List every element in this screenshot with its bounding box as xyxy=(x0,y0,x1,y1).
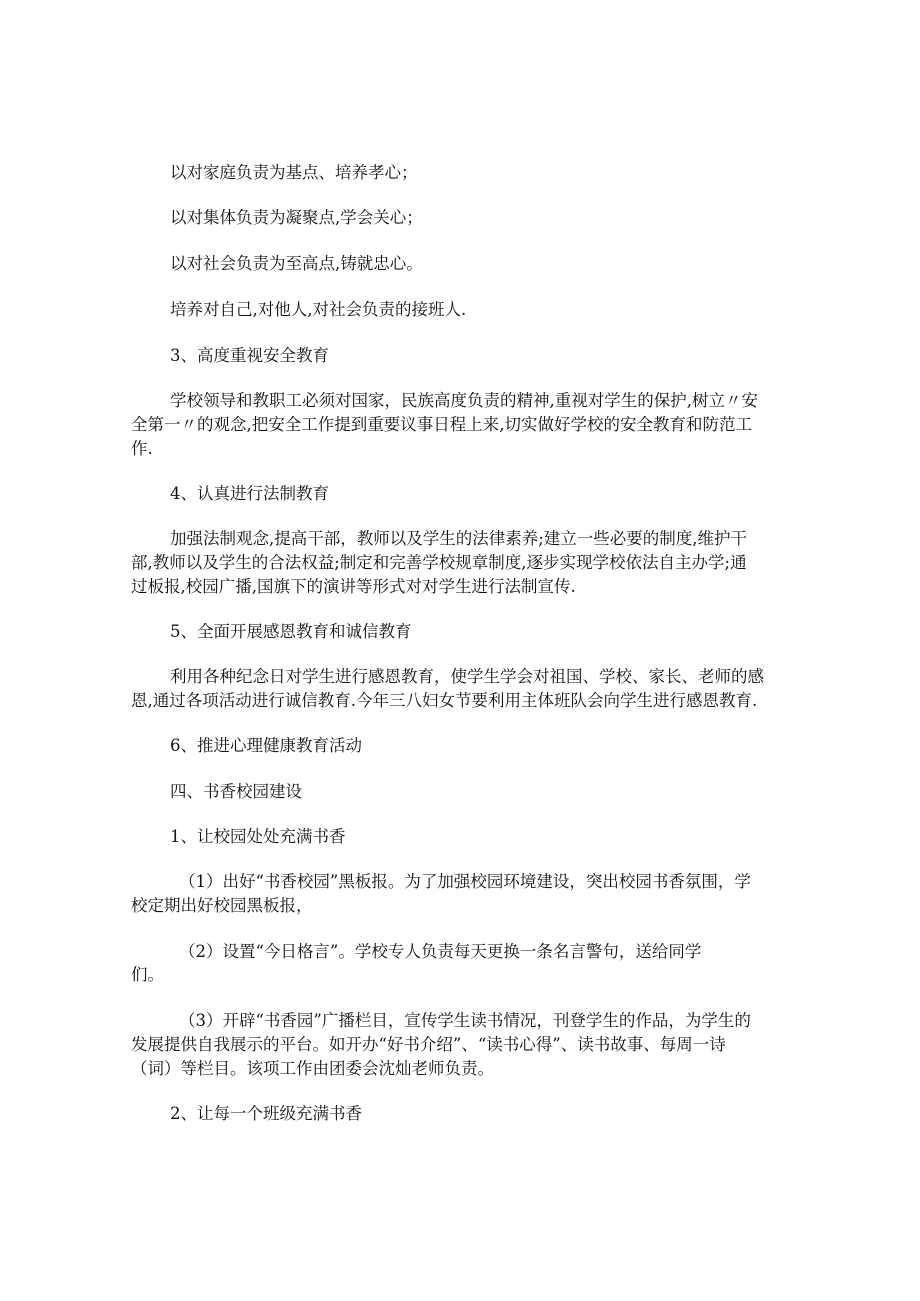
paragraph-line: 加强法制观念,提高干部，教师以及学生的法律素养;建立一些必要的制度,维护干 xyxy=(170,529,748,548)
paragraph-line: 利用各种纪念日对学生进行感恩教育，使学生学会对祖国、学校、家长、老师的感 xyxy=(170,667,764,686)
section-heading: 5、全面开展感恩教育和诚信教育 xyxy=(170,622,412,641)
paragraph-line: （1）出好“书香校园”黑板报。为了加强校园环境建设，突出校园书香氛围，学 xyxy=(179,872,751,891)
paragraph-line: 发展提供自我展示的平台。如开办“好书介绍”、“读书心得”、读书故事、每周一诗 xyxy=(131,1035,726,1054)
paragraph-line: 培养对自己,对他人,对社会负责的接班人. xyxy=(170,300,467,319)
section-heading: 1、让校园处处充满书香 xyxy=(170,827,346,846)
paragraph-line: （2）设置“今日格言”。学校专人负责每天更换一条名言警句，送给同学 xyxy=(179,942,702,961)
paragraph-line: 以对家庭负责为基点、培养孝心； xyxy=(170,163,418,182)
paragraph-line: 全第一〃的观念,把安全工作提到重要议事日程上来,切实做好学校的安全教育和防范工 xyxy=(131,415,752,434)
section-heading: 2、让每一个班级充满书香 xyxy=(170,1104,362,1123)
paragraph-line: 以对社会负责为至高点,铸就忠心。 xyxy=(170,254,423,273)
section-heading: 四、书香校园建设 xyxy=(170,782,302,801)
paragraph-line: 作. xyxy=(131,439,153,458)
paragraph-line: 学校领导和教职工必须对国家，民族高度负责的精神,重视对学生的保护,树立〃安 xyxy=(170,391,758,410)
paragraph-line: 部,教师以及学生的合法权益;制定和完善学校规章制度,逐步实现学校依法自主办学;通 xyxy=(131,553,747,572)
section-heading: 4、认真进行法制教育 xyxy=(170,484,329,503)
paragraph-line: （词）等栏目。该项工作由团委会沈灿老师负责。 xyxy=(131,1059,494,1078)
section-heading: 6、推进心理健康教育活动 xyxy=(170,736,362,755)
paragraph-line: 恩,通过各项活动进行诚信教育.今年三八妇女节要利用主体班队会向学生进行感恩教育. xyxy=(131,691,758,710)
paragraph-line: 校定期出好校园黑板报， xyxy=(131,896,313,915)
paragraph-line: （3）开辟“书香园”广播栏目，宣传学生读书情况，刊登学生的作品，为学生的 xyxy=(179,1011,751,1030)
paragraph-line: 以对集体负责为凝聚点,学会关心； xyxy=(170,208,423,227)
paragraph-line: 们。 xyxy=(131,965,164,984)
paragraph-line: 过板报,校园广播,国旗下的演讲等形式对对学生进行法制宣传. xyxy=(131,577,576,596)
section-heading: 3、高度重视安全教育 xyxy=(170,346,329,365)
